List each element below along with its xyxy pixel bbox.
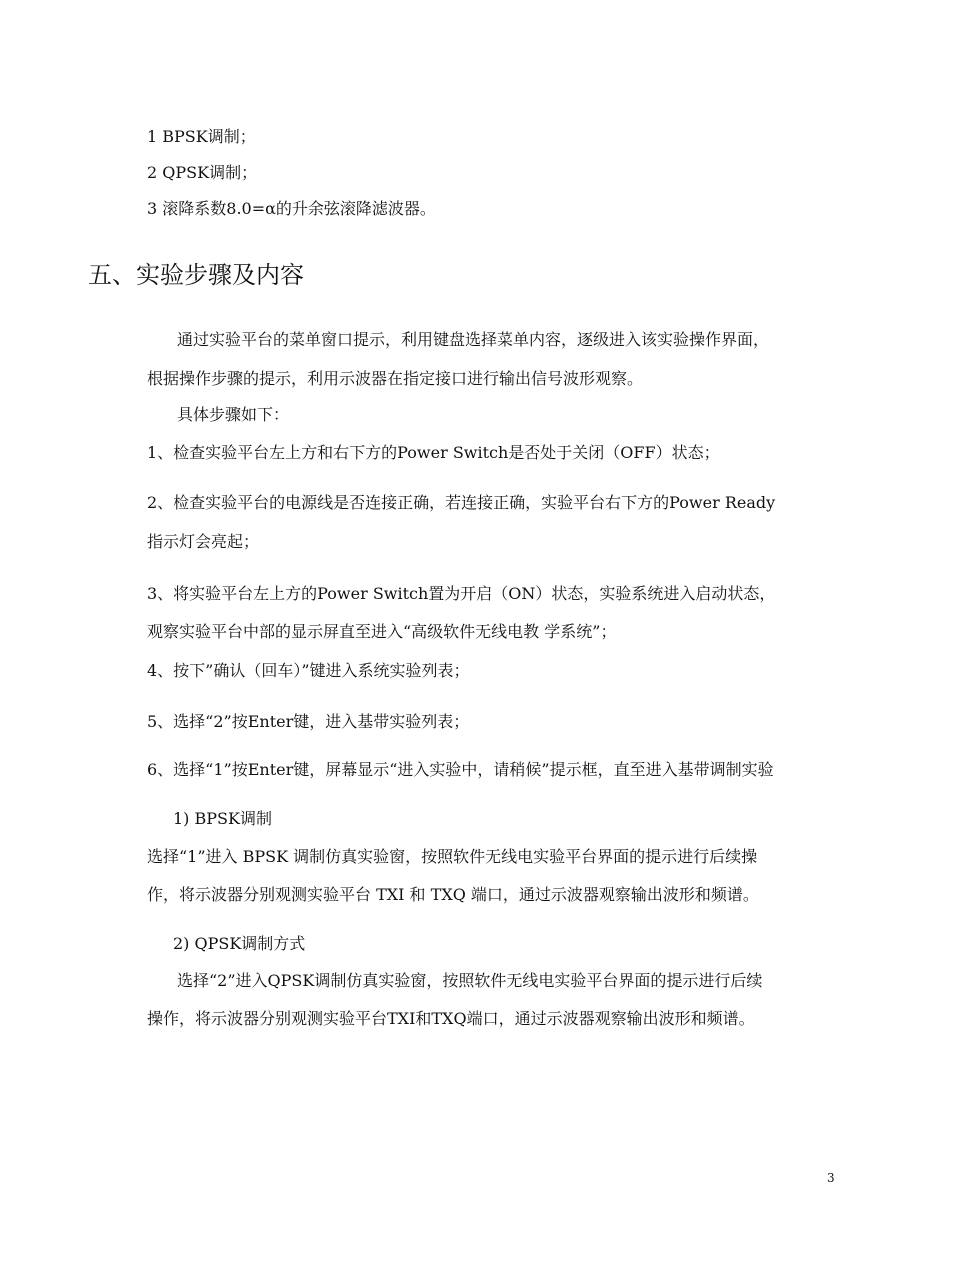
step-5: 5、选择“2”按Enter键，进入基带实验列表；	[147, 712, 470, 731]
intro-paragraph-line-2: 根据操作步骤的提示，利用示波器在指定接口进行输出信号波形观察。	[147, 369, 644, 388]
page-number: 3	[827, 1171, 835, 1185]
list-item-qpsk: 2 QPSK调制；	[147, 163, 258, 182]
qpsk-heading: 2) QPSK调制方式	[173, 934, 306, 953]
qpsk-line-2: 操作，将示波器分别观测实验平台TXI和TXQ端口，通过示波器观察输出波形和频谱。	[147, 1009, 755, 1028]
step-1: 1、检查实验平台左上方和右下方的Power Switch是否处于关闭（OFF）状态；	[147, 443, 720, 462]
step-2-line-1: 2、检查实验平台的电源线是否连接正确，若连接正确，实验平台右下方的Power Ready	[147, 493, 776, 512]
step-3-line-1: 3、将实验平台左上方的Power Switch置为开启（ON）状态，实验系统进入启动状态，	[147, 584, 776, 603]
qpsk-line-1: 选择“2”进入QPSK调制仿真实验窗，按照软件无线电实验平台界面的提示进行后续	[177, 971, 763, 990]
step-3-line-2: 观察实验平台中部的显示屏直至进入“高级软件无线电教 学系统”；	[147, 622, 617, 641]
steps-heading: 具体步骤如下：	[177, 405, 290, 424]
list-item-filter: 3 滚降系数8.0=α的升余弦滚降滤波器。	[147, 199, 436, 218]
intro-paragraph-line-1: 通过实验平台的菜单窗口提示，利用键盘选择菜单内容，逐级进入该实验操作界面，	[177, 330, 770, 349]
bpsk-heading: 1) BPSK调制	[173, 809, 272, 828]
section-title: 五、实验步骤及内容	[88, 261, 304, 289]
step-4: 4、按下”确认（回车）”键进入系统实验列表；	[147, 661, 470, 680]
bpsk-line-1: 选择“1”进入 BPSK 调制仿真实验窗，按照软件无线电实验平台界面的提示进行后续操	[147, 847, 758, 866]
step-6: 6、选择“1”按Enter键，屏幕显示“进入实验中，请稍候”提示框，直至进入基带调制实验	[147, 760, 774, 779]
list-item-bpsk: 1 BPSK调制；	[147, 127, 256, 146]
bpsk-line-2: 作，将示波器分别观测实验平台 TXI 和 TXQ 端口，通过示波器观察输出波形和频谱。	[147, 885, 759, 904]
step-2-line-2: 指示灯会亮起；	[147, 532, 260, 551]
